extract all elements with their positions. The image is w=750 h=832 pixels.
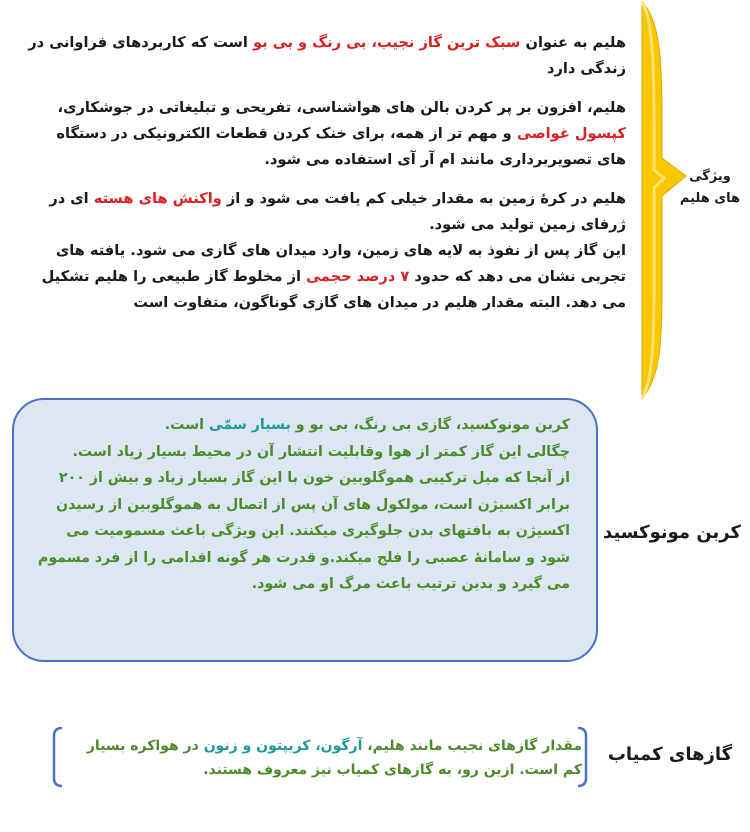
helium-paragraph-2: هلیم، افزون بر پر کردن بالن های هواشناسی، تفریحی و تبلیغاتی در جوشکاری، کپسول غواصی و مهم تر از همه، برای خنک کردن قطعات الکترونیکی در دستگاه های تصویربرداری مانند ام آر آی استفاده می شود. <box>56 99 626 168</box>
helium-paragraph-4: این گاز پس از نفوذ به لایه های زمین، وارد میدان های گازی می شود. یافته های تجربی نشان می دهد که حدود ۷ درصد حجمی از مخلوط گاز طبیعی را هلیم تشکیل می دهد. البته مقدار هلیم در میدان های گازی گوناگون، متفاوت است <box>41 242 626 311</box>
highlight-lightest-noble-gas: سبک ترین گاز نجیب، بی رنگ و بی بو <box>253 34 521 51</box>
helium-paragraph-3: هلیم در کرهٔ زمین به مقدار خیلی کم یافت می شود و از واکنش های هسته ای در ژرفای زمین تولید می شود. <box>49 190 626 233</box>
highlight-diving-cylinder: کپسول غواصی <box>516 125 626 142</box>
rare-gases-paragraph: مقدار گازهای نجیب مانند هلیم، آرگون، کریپتون و زنون در هواکره بسیار کم است. ازین رو، به گازهای کمیاب نیز معروف هستند. <box>86 738 582 778</box>
rare-gases-label: گازهای کمیاب <box>607 744 733 765</box>
co-paragraph-3: از آنجا که میل ترکیبی هموگلوبین خون با این گاز بسیار زیاد و بیش از ۲۰۰ برابر اکسیژن است، مولکول های آن پس از اتصال به هموگلوبین از رسیدن اکسیژن به بافتهای بدن جلوگیری میکنند. این ویژگی باعث مسمومیت می شود و سامانهٔ عصبی را فلج میکند.و قدرت هر گونه اقدامی را از فرد مسموم می گیرد و بدین ترتیب باعث مرگ او می شود. <box>37 470 570 592</box>
highlight-seven-percent: ۷ درصد حجمی <box>306 268 410 285</box>
highlight-argon-krypton-xenon: آرگون، کریپتون و زنون <box>203 738 363 754</box>
helium-paragraph-1: هلیم به عنوان سبک ترین گاز نجیب، بی رنگ و بی بو است که کاربردهای فراوانی در زندگی دارد <box>28 34 626 77</box>
helium-text-block <box>28 30 626 316</box>
highlight-nuclear-reactions: واکنش های هسته <box>93 190 222 207</box>
rare-gases-text-block <box>66 734 582 782</box>
carbon-monoxide-text-block <box>36 412 570 598</box>
co-paragraph-2: چگالی این گاز کمتر از هوا وقابلیت انتشار آن در محیط بسیار زیاد است. <box>72 443 570 460</box>
highlight-very-toxic: بسیار سمّی <box>208 417 291 433</box>
co-paragraph-1: کربن مونوکسید، گازی بی رنگ، بی بو و بسیار سمّی است. <box>164 417 570 433</box>
helium-properties-label: ویژگی های هلیم <box>679 169 741 206</box>
carbon-monoxide-label: کربن مونوکسید <box>603 522 741 543</box>
